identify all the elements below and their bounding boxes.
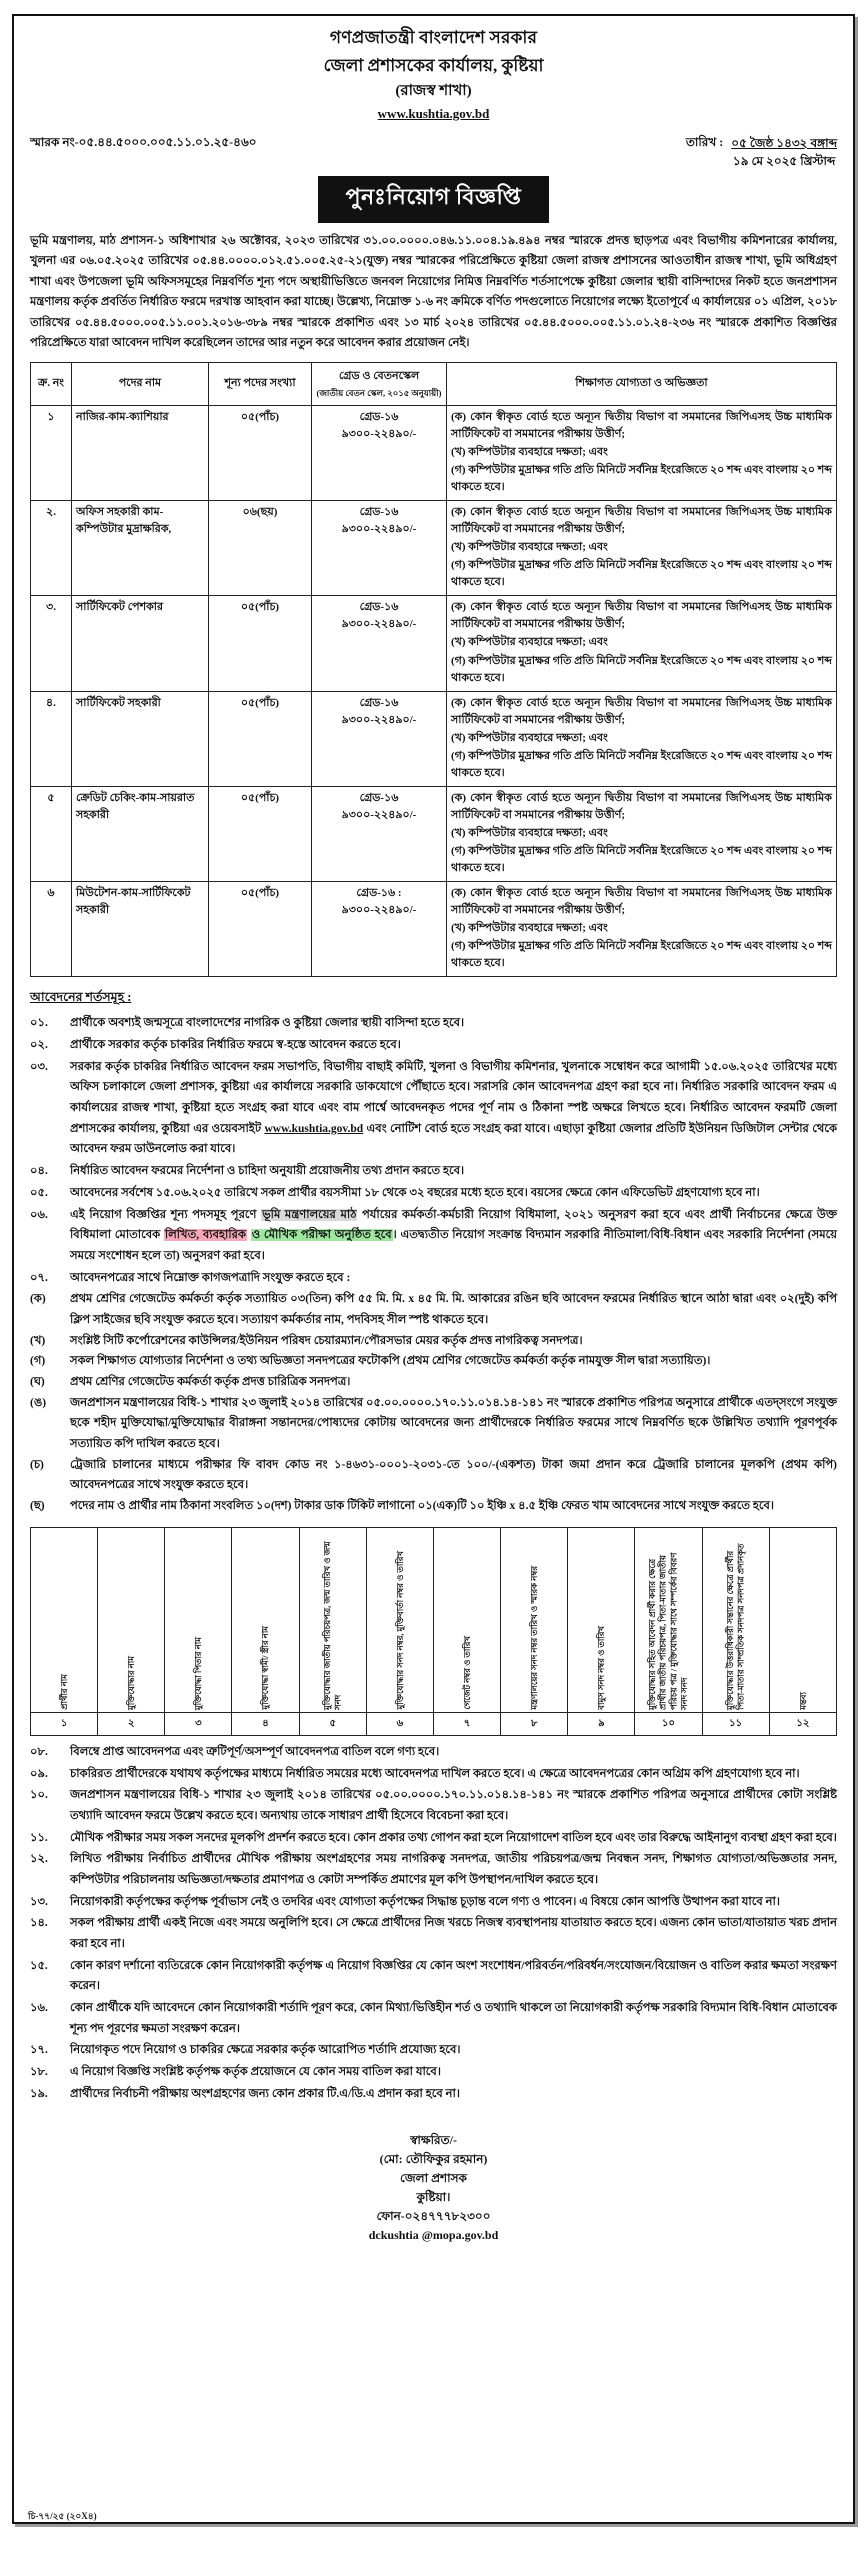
cell-qualification [447,501,837,596]
condition-number: ০১. [30,1017,48,1030]
qualification-line: (ক) কোন স্বীকৃত বোর্ড হতে অন্যূন দ্বিতীয় বিভাগ বা সমমানের জিপিএসহ উচ্চ মাধ্যমিক সার্টিফিকেট বা সমমানের পরীক্ষায় উত্তীর্ণ; [451,410,832,440]
qualification-line: (ক) কোন স্বীকৃত বোর্ড হতে অন্যূন দ্বিতীয় বিভাগ বা সমমানের জিপিএসহ উচ্চ মাধ্যমিক সার্টিফিকেট বা সমমানের পরীক্ষায় উত্তীর্ণ; [451,791,832,821]
qualification-line: (ক) কোন স্বীকৃত বোর্ড হতে অন্যূন দ্বিতীয় বিভাগ বা সমমানের জিপিএসহ উচ্চ মাধ্যমিক সার্টিফিকেট বা সমমানের পরীক্ষায় উত্তীর্ণ; [451,506,832,536]
quota-column-label: মন্ত্রণালয়ের সনদ নম্বর তারিখ ও স্মারক নম্বর [528,1566,539,1710]
condition-item [30,1057,837,1160]
quota-column-label: মুক্তিযোদ্ধার সহিত আবেদন প্রার্থী করার ক্ষেত্রে প্রার্থীর জাতীয় পরিচয়পত্র, পিতা-মাতার জাতীয় পরিচয় পত্র / মুক্তিযোদ্ধার সাথে সম্পর্কের বিবরণ সনদ সনদ [647,1552,690,1710]
quota-column-number: ৯ [568,1712,635,1735]
condition-item [30,1351,837,1372]
condition-number: ১৯. [30,2087,48,2100]
date-bangla: ০৫ জৈষ্ঠ ১৪৩২ বঙ্গাব্দ [731,135,837,150]
condition-text: প্রার্থীকে অবশ্যই জন্মসূত্রে বাংলাদেশের নাগরিক ও কুষ্টিয়া জেলার স্থায়ী বাসিন্দা হতে হবে। [70,1017,465,1030]
quota-column-number: ১১ [702,1712,769,1735]
memo-number: স্মারক নং-০৫.৪৪.৫০০০.০০৫.১১.০১.২৫-৪৬০ [30,134,257,149]
cell-post-name: সার্টিফিকেট সহকারী [72,691,209,786]
qualification-line: (গ) কম্পিউটার মুদ্রাক্ষর গতি প্রতি মিনিটে সর্বনিম্ন ইংরেজিতে ২০ শব্দ এবং বাংলায় ২০ শব্দ থাকতে হবে। [451,654,832,684]
condition-item [30,1742,837,1763]
jobs-table-body [31,405,837,976]
condition-text: চাকরিরত প্রার্থীদেরকে যথাযথ কর্তৃপক্ষের মাধ্যমে নির্ধারিত সময়ের মধ্যে আবেদনপত্র দাখিল করতে হবে। এ ক্ষেত্রে আবেদনপত্রের কোন অগ্রিম কপি গ্রহণযোগ্য হবে না। [70,1767,800,1780]
cell-sl: ৬ [31,882,72,977]
quota-column-label: প্রার্থীর নাম [58,1674,69,1710]
condition-text: মৌখিক পরীক্ষার সময় সকল সনদের মূলকপি প্রদর্শন করতে হবে। কোন প্রকার তথ্য গোপন করা হলে নিয়োগাদেশ বাতিল হবে এবং তার বিরুদ্ধে আইনানুগ ব্যবস্থা গ্রহণ করা হবে। [70,1831,837,1844]
cell-sl: ৩. [31,596,72,691]
condition-item [30,1496,837,1517]
condition-item [30,1785,837,1826]
quota-column-number: ৪ [232,1712,299,1735]
condition-number: ১৬. [30,2002,48,2015]
cell-vacancies: ০৫(পাঁচ) [209,786,312,881]
condition-text: সকল পরীক্ষায় প্রার্থী একই নিজে এবং সময়ে অনুলিপি হবে। সে ক্ষেত্রে প্রার্থীদের নিজ খরচে নিজস্ব ব্যবস্থাপনায় যাতায়াত করতে হবে। এজন্য কোন ভাতা/যাতায়াত খরচ প্রদান করা হবে না। [70,1917,837,1950]
condition-text: বিলম্বে প্রাপ্ত আবেদনপত্র এবং ত্রুটিপূর্ণ/অসম্পূর্ণ আবেদনপত্র বাতিল বলে গণ্য হবে। [70,1745,440,1758]
cell-qualification [447,405,837,500]
condition-text: কোন কারণ দর্শানো ব্যতিরেকে কোন নিয়োগকারী কর্তৃপক্ষ এ নিয়োগ বিজ্ঞপ্তির যে কোন অংশ সংশোধন/পরিবর্তন/পরিবর্ধন/সংযোজন/বিয়োজন ও বাতিল করার ক্ষমতা সংরক্ষণ করেন। [70,1959,837,1993]
signatory-name: (মো: তৌফিকুর রহমান) [379,2151,488,2166]
quota-grid-label-row [31,1527,837,1712]
condition-text: প্রথম শ্রেণির গেজেটেড কর্মকর্তা কর্তৃক প্রদত্ত চারিত্রিক সনদপত্র। [70,1376,351,1388]
qualification-line: (খ) কম্পিউটার ব্যবহারে দক্ষতা; এবং [451,541,608,554]
sub-conditions-list [30,1289,837,1517]
condition-item [30,1289,837,1330]
table-row [31,501,837,596]
highlight-gray: ভূমি মন্ত্রণালয়ের মাঠ [262,1208,357,1221]
cell-vacancies: ০৬(ছয়) [209,501,312,596]
quota-column-header [702,1527,769,1712]
condition-text: পদের নাম ও প্রার্থীর নাম ঠিকানা সংবলিত ১০(দশ) টাকার ডাক টিকিট লাগানো ০১(এক)টি ১০ ইঞ্চি x ৪.৫ ইঞ্চি ফেরত খাম আবেদনের সাথে সংযুক্ত করতে হবে। [70,1500,775,1513]
cell-grade-scale [312,596,447,691]
header-vacancies: শূন্য পদের সংখ্যা [209,362,312,405]
qualification-line: (খ) কম্পিউটার ব্যবহারে দক্ষতা; এবং [451,826,608,839]
condition-text: সংশ্লিষ্ট সিটি কর্পোরেশনের কাউন্সিলর/ইউনিয়ন পরিষদ চেয়ারম্যান/পৌরসভার মেয়র কর্তৃক প্রদত্ত নাগরিকত্ব সনদপত্র। [70,1334,583,1347]
cell-sl: ৪. [31,691,72,786]
government-name: গণপ্রজাতন্ত্রী বাংলাদেশ সরকার [329,28,538,47]
cell-qualification [447,596,837,691]
quota-column-label: মুক্তিযোদ্ধার সনদ নম্বর, মুক্তিবার্তা নম্বর ও তারিখ [394,1551,405,1710]
table-row [31,596,837,691]
quota-column-number: ২ [98,1712,165,1735]
qualification-line: (গ) কম্পিউটার মুদ্রাক্ষর গতি প্রতি মিনিটে সর্বনিম্ন ইংরেজিতে ২০ শব্দ এবং বাংলায় ২০ শব্দ থাকতে হবে। [451,464,832,494]
quota-column-number: ৭ [433,1712,500,1735]
condition-number: ১৫. [30,1959,48,1972]
condition-number: ১১. [30,1831,48,1844]
date-values [731,134,837,170]
header-sl: ক্র. নং [31,362,72,405]
qualification-line: (খ) কম্পিউটার ব্যবহারে দক্ষতা; এবং [451,446,608,458]
table-row [31,786,837,881]
signed-label: স্বাক্ষরিত/- [410,2132,457,2147]
quota-column-header [366,1527,433,1712]
memo-row [30,134,837,170]
cell-grade-scale [312,501,447,596]
qualification-line: (গ) কম্পিউটার মুদ্রাক্ষর গতি প্রতি মিনিটে সর্বনিম্ন ইংরেজিতে ২০ শব্দ এবং বাংলায় ২০ শব্দ থাকতে হবে। [451,749,832,779]
condition-text: এই নিয়োগ বিজ্ঞপ্তির শূন্য পদসমূহ পূরণে ভূমি মন্ত্রণালয়ের মাঠ পর্যায়ের কর্মকর্তা-কর্মচারী নিয়োগ বিধিমালা, ২০২১ অনুসরণ করা হবে এবং প্রার্থী নির্বাচনের ক্ষেত্রে উক্ত বিধিমালা মোতাবেক লিখিত, ব্যবহারিক ও মৌখিক পরীক্ষা অনুষ্ঠিত হবে। এতদ্ব্যতীত নিয়োগ সংক্রান্ত বিদ্যমান সরকারি নীতিমালা/বিধি-বিধান এবং সরকারি নির্দেশনা (সময়ে সময়ে সংশোধন হলে তা) অনুসরণ করা হবে। [70,1208,838,1262]
condition-number: ০৩. [30,1060,48,1073]
condition-number: ১৩. [30,1895,48,1908]
quota-column-header [635,1527,702,1712]
condition-text: প্রার্থীকে সরকার কর্তৃক চাকরির নির্ধারিত ফরমে স্ব-হস্তে আবেদন করতে হবে। [70,1039,401,1051]
qualification-line: (খ) কম্পিউটার ব্যবহারে দক্ষতা; এবং [451,731,608,744]
header-post: পদের নাম [72,362,209,405]
condition-item [30,1956,837,1997]
condition-item [30,1205,837,1267]
condition-item [30,1393,837,1455]
cell-post-name: অফিস সহকারী কাম-কম্পিউটার মুদ্রাক্ষরিক, [72,501,209,596]
quota-column-header [165,1527,232,1712]
quota-column-number: ১০ [635,1712,702,1735]
qualification-line: (গ) কম্পিউটার মুদ্রাক্ষর গতি প্রতি মিনিটে সর্বনিম্ন ইংরেজিতে ২০ শব্দ এবং বাংলায় ২০ শব্দ থাকতে হবে। [451,844,832,875]
condition-number: ০৫. [30,1186,48,1199]
memo-date-block [686,134,837,170]
condition-text: এ নিয়োগ বিজ্ঞপ্তি সংশ্লিষ্ট কর্তৃপক্ষ কর্তৃক প্রয়োজনে যে কোন সময় বাতিল করা যাবে। [70,2066,441,2079]
footnote: চি-৭৭/২৫ (২০X৪) [28,2511,97,2521]
condition-item [30,1035,837,1056]
quota-column-number: ১ [31,1712,98,1735]
header-grade-sub: (জাতীয় বেতন স্কেল, ২০১৫ অনুযায়ী) [316,387,442,398]
condition-text: কোন প্রার্থীকে যদি আবেদনে কোন নিয়োগকারী শর্তাদি পূরণ করে, কোন মিথ্যা/ভিত্তিহীন শর্ত ও তথ্যাদি থাকলে তা নিয়োগকারী কর্তৃপক্ষ সরকারি বিদ্যমান বিধি-বিধান মোতাবেক শূন্য পদ পূরণের ক্ষমতা সংরক্ষণ করেন। [70,2002,837,2035]
quota-column-header [232,1527,299,1712]
cell-post-name: সার্টিফিকেট পেশকার [72,596,209,691]
condition-text: সরকার কর্তৃক চাকরির নির্ধারিত আবেদন ফরম সভাপতি, বিভাগীয় বাছাই কমিটি, খুলনা ও বিভাগীয় কমিশনার, খুলনাকে সম্বোধন করে আগামী ১৫.০৬.২০২৫ তারিখের মধ্যে অফিস চলাকালে জেলা প্রশাসক, কুষ্টিয়া এর কার্যালয়ে সরকারি ডাকযোগে পৌঁছাতে হবে। সরাসরি কোন আবেদনপত্র গ্রহণ করা হবে না। নির্ধারিত সরকারি আবেদন ফরম এ কার্যালয়ের রাজস্ব শাখা, কুষ্টিয়া হতে সংগ্রহ করা যাবে এবং বাম পার্শ্বে আবেদনকৃত পদের পূর্ণ নাম ও ঠিকানা স্পষ্ট অক্ষরে লিখতে হবে। নির্ধারিত আবেদন ফরমটি জেলা প্রশাসকের কার্যালয়, কুষ্টিয়া এর ওয়েবসাইট www.kushtia.gov.bd এবং নোটিশ বোর্ড হতে সংগ্রহ করা যাবে। এছাড়া কুষ্টিয়া জেলার প্রতিটি ইউনিয়ন ডিজিটাল সেন্টার থেকে আবেদন ফরম ডাউনলোড করা যাবে। [70,1060,837,1156]
jobs-table-header-row [31,362,837,405]
condition-item [30,2062,837,2083]
highlight-pink: লিখিত, ব্যবহারিক [164,1229,247,1242]
cell-scale: ৯৩০০-২২৪৯০/- [341,427,417,440]
branch-name: (রাজস্ব শাখা) [395,83,472,100]
quota-column-header [98,1527,165,1712]
quota-grid-table [30,1527,837,1736]
condition-number: ০৪. [30,1165,48,1178]
cell-vacancies: ০৫(পাঁচ) [209,882,312,977]
condition-text: নিয়োগকারী কর্তৃপক্ষের কর্তৃপক্ষ পূর্বাভাস নেই ও তদবির এবং যোগ্যতা কর্তৃপক্ষের সিদ্ধান্ত চূড়ান্ত বলে গণ্য ও পাবেন। এ বিষয়ে কোন আপত্তি উত্থাপন করা যাবে না। [70,1895,780,1908]
cell-scale: ৯৩০০-২২৪৯০/- [341,904,417,917]
signatory-phone: ফোন-০২৪৭৭৭৮২৩০০ [376,2209,491,2224]
header-grade [312,362,447,405]
quota-column-label: মুক্তিযোদ্ধা পিতার নাম [193,1636,204,1710]
highlight-green: ও মৌখিক পরীক্ষা অনুষ্ঠিত হবে [251,1229,392,1242]
cell-grade: গ্রেড-১৬ : [356,887,402,900]
quota-column-number: ১২ [769,1712,836,1735]
condition-number: ১৭. [30,2044,48,2057]
table-row [31,882,837,977]
cell-grade: গ্রেড-১৬ [359,601,399,614]
quota-column-label: মুক্তিযোদ্ধার নাম [125,1655,136,1710]
quota-column-label: মন্তব্য [797,1692,808,1710]
circular-title: পুনঃনিয়োগ বিজ্ঞপ্তি [318,176,550,223]
condition-item [30,2084,837,2105]
condition-item [30,1161,837,1182]
cell-vacancies: ০৫(পাঁচ) [209,596,312,691]
cell-sl: ৫ [31,786,72,881]
cell-grade-scale [312,691,447,786]
condition-item [30,1268,837,1289]
condition-text: নিয়োগকৃত পদে নিয়োগ ও চাকরির ক্ষেত্রে সরকার কর্তৃক আরোপিত শর্তাদি প্রযোজ্য হবে। [70,2044,461,2057]
condition-number: ০২. [30,1039,48,1051]
quota-grid-wrap [30,1527,837,1736]
government-header [30,26,837,124]
condition-item [30,1372,837,1393]
quota-column-number: ৩ [165,1712,232,1735]
cell-vacancies: ০৫(পাঁচ) [209,691,312,786]
cell-grade: গ্রেড-১৬ [359,506,399,519]
signatory-district: কুষ্টিয়া। [416,2190,451,2205]
cell-scale: ৯৩০০-২২৪৯০/- [341,618,417,631]
table-row [31,691,837,786]
conditions-heading: আবেদনের শর্তসমূহ : [30,990,132,1005]
cell-qualification [447,691,837,786]
condition-item [30,1913,837,1954]
condition-text: জনপ্রশাসন মন্ত্রণালয়ের বিধি-১ শাখার ২৩ জুলাই ২০১৪ তারিখের ০৫.০০.০০০০.১৭০.১১.০১৪.১৪-১৪১ নং স্মারকে প্রকাশিত পরিপত্র অনুসারে প্রার্থীদের কোটা সংশ্লিষ্ট তথ্যাদি আবেদন ফরমে উল্লেখ করতে হবে। অন্যথায় তাকে সাধারণ প্রার্থী হিসেবে বিবেচনা করা হবে। [70,1789,837,1822]
quota-column-number: ৫ [299,1712,366,1735]
table-row [31,405,837,500]
cell-scale: ৯৩০০-২২৪৯০/- [341,713,417,726]
condition-number: (ছ) [30,1500,45,1513]
qualification-line: (গ) কম্পিউটার মুদ্রাক্ষর গতি প্রতি মিনিটে সর্বনিম্ন ইংরেজিতে ২০ শব্দ এবং বাংলায় ২০ শব্দ থাকতে হবে। [451,559,832,589]
quota-grid-number-row [31,1712,837,1735]
condition-number: ০৭. [30,1271,48,1284]
condition-number: ১০. [30,1789,48,1802]
quota-column-header [433,1527,500,1712]
cell-sl: ২. [31,501,72,596]
website-inline-link[interactable]: www.kushtia.gov.bd [264,1122,364,1135]
quota-column-label: মুক্তিযোদ্ধার জাতীয় পরিচয়পত্র, জন্ম তারিখ ও জন্ম সনদ [322,1541,343,1710]
condition-item [30,2040,837,2061]
signature-block [30,2131,837,2246]
quota-column-header [501,1527,568,1712]
cell-post-name: নাজির-কাম-ক্যাশিয়ার [72,405,209,500]
condition-item [30,1892,837,1913]
cell-grade: গ্রেড-১৬ [359,410,399,423]
date-label: তারিখ : [685,134,724,149]
conditions-list [30,1013,837,1288]
condition-number: (গ) [30,1355,46,1368]
cell-post-name: মিউটেশন-কাম-সার্টিফিকেট সহকারী [72,882,209,977]
qualification-line: (ক) কোন স্বীকৃত বোর্ড হতে অন্যূন দ্বিতীয় বিভাগ বা সমমানের জিপিএসহ উচ্চ মাধ্যমিক সার্টিফিকেট বা সমমানের পরীক্ষায় উত্তীর্ণ; [451,601,832,631]
quota-column-number: ৮ [501,1712,568,1735]
jobs-table [30,362,837,978]
quota-column-header [31,1527,98,1712]
cell-grade-scale [312,882,447,977]
condition-number: ০৬. [30,1208,48,1221]
quota-column-label: মুক্তিযোদ্ধা স্বামী/ স্ত্রীর নাম [260,1626,271,1710]
condition-item [30,1455,837,1496]
condition-text: সকল শিক্ষাগত যোগ্যতার নির্দেশনা ও তথ্য অভিজ্ঞতা সনদপত্রের ফটোকপি (প্রথম শ্রেণির গেজেটেড কর্মকর্তা কর্তৃক নামযুক্ত সীল দ্বারা সত্যায়িত)। [70,1355,711,1368]
quota-column-header [568,1527,635,1712]
qualification-line: (ক) কোন স্বীকৃত বোর্ড হতে অন্যূন দ্বিতীয় বিভাগ বা সমমানের জিপিএসহ উচ্চ মাধ্যমিক সার্টিফিকেট বা সমমানের পরীক্ষায় উত্তীর্ণ; [451,696,832,726]
condition-text: প্রার্থীদের নির্বাচনী পরীক্ষায় অংশগ্রহণের জন্য কোন প্রকার টি.এ/ডি.এ প্রদান করা হবে না। [70,2087,460,2100]
condition-item [30,1828,837,1849]
cell-grade: গ্রেড-১৬ [359,696,399,709]
condition-text: লিখিত পরীক্ষায় নির্বাচিত প্রার্থীদের মৌখিক পরীক্ষায় অংশগ্রহণের সময় নাগরিকত্ব সনদপত্র, জাতীয় পরিচয়পত্র/জন্ম নিবন্ধন সনদ, শিক্ষাগত যোগ্যতা/অভিজ্ঞতার সনদ, কম্পিউটার পরিচালনায় অভিজ্ঞতা/দক্ষতার প্রমাণপত্র ও কোটা সম্পর্কিত প্রমাণের মূল কপি উপস্থাপন/দাখিল করতে হবে। [70,1853,837,1886]
condition-number: (ক) [30,1293,46,1306]
office-name: জেলা প্রশাসকের কার্যালয়, কুষ্টিয়া [323,55,544,75]
condition-number: (চ) [30,1458,44,1471]
website-link[interactable]: www.kushtia.gov.bd [377,106,490,122]
signatory-designation: জেলা প্রশাসক [400,2170,467,2185]
cell-grade-scale [312,786,447,881]
quota-column-header [769,1527,836,1712]
condition-number: ১২. [30,1853,48,1866]
quota-column-label: গেজেট নম্বর ও তারিখ [461,1636,472,1710]
qualification-line: (খ) কম্পিউটার ব্যবহারে দক্ষতা; এবং [451,636,608,649]
date-english: ১৯ মে ২০২৫ খ্রিস্টাব্দ [732,153,836,168]
condition-number: ০৮. [30,1745,48,1758]
qualification-line: (খ) কম্পিউটার ব্যবহারে দক্ষতা; এবং [451,922,608,935]
cell-sl: ১ [31,405,72,500]
quota-column-number: ৬ [366,1712,433,1735]
condition-text: আবেদনপত্রের সাথে নিম্নোক্ত কাগজপত্রাদি সংযুক্ত করতে হবে : [70,1271,351,1284]
header-grade-main: গ্রেড ও বেতনস্কেল [338,369,420,382]
condition-item [30,1998,837,2039]
cell-scale: ৯৩০০-২২৪৯০/- [341,808,417,821]
condition-item [30,1849,837,1890]
condition-text: নির্ধারিত আবেদন ফরমের নির্দেশনা ও চাহিদা অনুযায়ী প্রয়োজনীয় তথ্য প্রদান করতে হবে। [70,1165,465,1178]
quota-column-label: বামুস সনদ নম্বর ও তারিখ [596,1626,607,1710]
cell-grade-scale [312,405,447,500]
quota-column-label: মুক্তিযোদ্ধার উত্তরাধিকারী সন্তানের ক্ষেত্রে প্রার্থীর পিতা-মাতার সাম্প্রতিক সনদপত্র সনদপত্র প্রদানকৃত [725,1543,746,1710]
cell-grade: গ্রেড-১৬ [359,791,399,804]
condition-item [30,1764,837,1785]
condition-text: ট্রেজারি চালানের মাধ্যমে পরীক্ষার ফি বাবদ কোড নং ১-৪৬৩১-০০০১-২০৩১-তে ১০০/-(একশত) টাকা জমা প্রদান করে ট্রেজারি চালানের মূলকপি (প্রথম কপি) আবেদনপত্রের সাথে সংযুক্ত করতে হবে। [70,1458,837,1492]
cell-scale: ৯৩০০-২২৪৯০/- [341,523,417,536]
condition-text: জনপ্রশাসন মন্ত্রণালয়ের বিধি-১ শাখার ২৩ জুলাই ২০১৪ তারিখের ০৫.০০.০০০০.১৭০.১১.০১৪.১৪-১৪১ নং স্মারকে প্রকাশিত পরিপত্র অনুসারে প্রার্থীকে এতদ্সংগে সংযুক্ত ছকে শহীদ মুক্তিযোদ্ধা/মুক্তিযোদ্ধার বীরাঙ্গনা সন্তানদের/পোষ্যদের কোটায় আবেদনের জন্য প্রার্থীদেরকে নির্ধারিত ফরমের সাথে নিম্নবর্ণিত ছকে উল্লিখিত তথ্যাদি পূরণপূর্বক সত্যায়িত কপি দাখিল করতে হবে। [70,1396,837,1451]
condition-text: আবেদনের সর্বশেষ ১৫.০৬.২০২৫ তারিখে সকল প্রার্থীর বয়সসীমা ১৮ থেকে ৩২ বছরের মধ্যে হতে হবে। বয়সের ক্ষেত্রে কোন এফিডেভিট গ্রহণযোগ্য হবে না। [70,1186,760,1199]
intro-paragraph: ভূমি মন্ত্রণালয়, মাঠ প্রশাসন-১ অধিশাখার ২৬ অক্টোবর, ২০২৩ তারিখের ৩১.০০.০০০০.০৪৬.১১.০০৪.১৯.৪৯৪ নম্বর স্মারকে প্রদত্ত ছাড়পত্র এবং বিভাগীয় কমিশনারের কার্যালয়, খুলনা এর ০৬.০৫.২০২৫ তারিখের ০৫.৪৪.০০০০.০১২.৫১.০০৫.২৫-২১(যুক্ত) নম্বর স্মারকের পরিপ্রেক্ষিতে কুষ্টিয়া জেলা রাজস্ব প্রশাসনের আওতাধীন রাজস্ব শাখা, ভূমি অধিগ্রহণ শাখা এবং উপজেলা ভূমি অফিসসমূহের নিম্নবর্ণিত শূন্য পদে অস্থায়ীভিত্তিতে জনবল নিয়োগের নিমিত্ত নিম্নবর্ণিত শর্তসাপেক্ষে কুষ্টিয়া জেলার স্থায়ী বাসিন্দাদের নিকট হতে জনপ্রশাসন মন্ত্রণালয় কর্তৃক প্রবর্তিত নির্ধারিত ফরমে দরখাস্ত আহবান করা যাচ্ছে। উল্লেখ্য, নিম্নোক্ত ১-৬ নং ক্রমিকে বর্ণিত পদগুলোতে নিয়োগের লক্ষ্যে ইতোপূর্বে এ কার্যালয়ের ০১ এপ্রিল, ২০১৮ তারিখের ০৫.৪৪.৫০০০.০০৫.১১.০০১.২০১৬-৩৮৯ নম্বর স্মারকে প্রকাশিত এবং ১৩ মার্চ ২০২৪ তারিখের ০৫.৪৪.৫০০০.০০৫.১১.০১.২৪-২৩৬ নং স্মারকে প্রকাশিত বিজ্ঞপ্তির পরিপ্রেক্ষিতে যারা আবেদন দাখিল করেছিলেন তাদের আর নতুন করে আবেদন করার প্রয়োজন নেই। [30,234,837,350]
condition-number: (ঙ) [30,1396,47,1409]
circular-sheet [12,14,855,2524]
cell-qualification [447,882,837,977]
cell-qualification [447,786,837,881]
qualification-line: (ক) কোন স্বীকৃত বোর্ড হতে অন্যূন দ্বিতীয় বিভাগ বা সমমানের জিপিএসহ উচ্চ মাধ্যমিক সার্টিফিকেট বা সমমানের পরীক্ষায় উত্তীর্ণ; [451,887,832,917]
condition-item [30,1331,837,1352]
condition-text: প্রথম শ্রেণির গেজেটেড কর্মকর্তা কর্তৃক সত্যায়িত ০৩(তিন) কপি ৫৫ মি. মি. x ৪৫ মি. মি. আকারের রঙিন ছবি আবেদন ফরমের নির্ধারিত স্থানে আঠা দ্বারা এবং ০২(দুই) কপি ক্লিপ সাইজের ছবি সংযুক্ত করতে হবে। সত্যায়ণ কর্মকর্তার নাম, পদবিসহ সীল স্পষ্ট থাকতে হবে। [70,1293,837,1326]
cell-vacancies: ০৫(পাঁচ) [209,405,312,500]
condition-item [30,1013,837,1034]
condition-number: (খ) [30,1334,46,1347]
signatory-email: dckushtia @mopa.gov.bd [368,2228,499,2243]
condition-number: (ঘ) [30,1376,45,1388]
condition-item [30,1183,837,1204]
header-qualification: শিক্ষাগত যোগ্যতা ও অভিজ্ঞতা [447,362,837,405]
qualification-line: (গ) কম্পিউটার মুদ্রাক্ষর গতি প্রতি মিনিটে সর্বনিম্ন ইংরেজিতে ২০ শব্দ এবং বাংলায় ২০ শব্দ থাকতে হবে। [451,940,832,970]
condition-number: ০৯. [30,1767,48,1780]
quota-column-header [299,1527,366,1712]
conditions-list-2 [30,1742,837,2105]
condition-number: ১৪. [30,1917,48,1930]
condition-number: ১৮. [30,2066,48,2079]
cell-post-name: ক্রেডিট চেকিং-কাম-সায়রাত সহকারী [72,786,209,881]
circular-page [0,14,867,2574]
title-wrap [30,176,837,223]
